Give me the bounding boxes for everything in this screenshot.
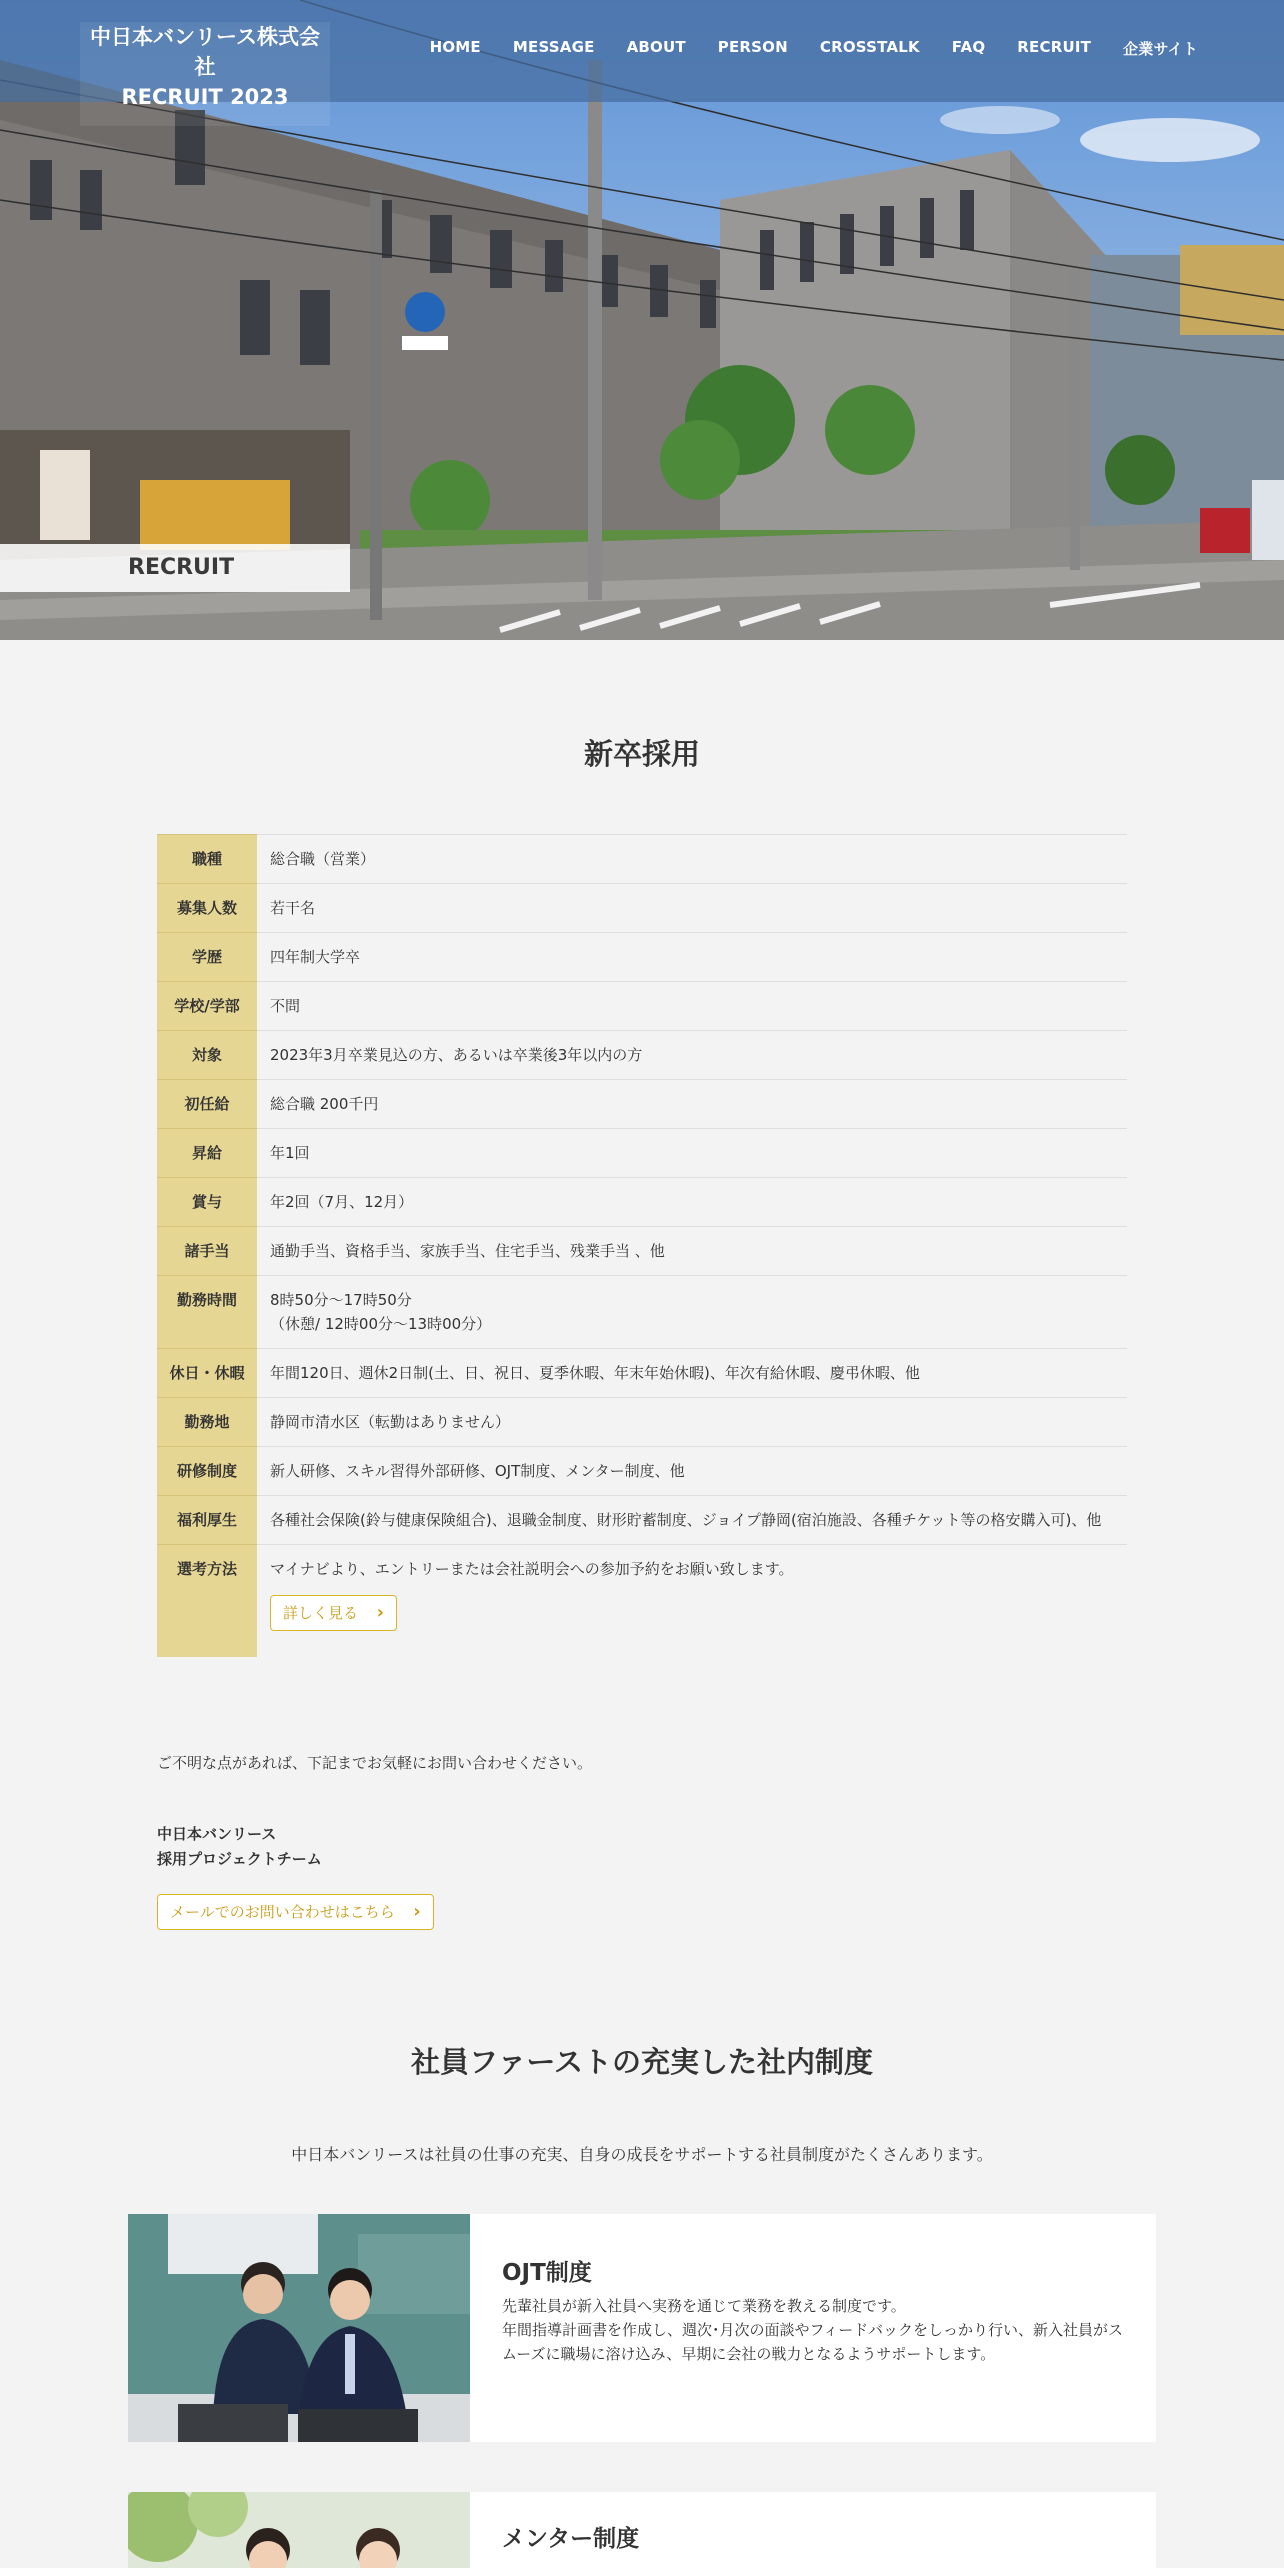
row-label: 募集人数 (157, 884, 257, 933)
row-label: 福利厚生 (157, 1496, 257, 1545)
logo-subtitle: RECRUIT 2023 (121, 85, 289, 109)
row-value: 年1回 (257, 1129, 1127, 1178)
row-value: 四年制大学卒 (257, 933, 1127, 982)
table-row (157, 1031, 1127, 1080)
systems-title: 社員ファーストの充実した社内制度 (411, 2045, 873, 2079)
row-value: 総合職 200千円 (257, 1080, 1127, 1129)
row-value: 通勤手当、資格手当、家族手当、住宅手当、残業手当 、他 (257, 1227, 1127, 1276)
contact-team: 採用プロジェクトチーム (157, 1850, 322, 1868)
ojt-card (128, 2214, 1156, 2442)
row-value (257, 1545, 1127, 1657)
chevron-right-icon: › (413, 1901, 421, 1922)
row-value: 年間120日、週休2日制(土、日、祝日、夏季休暇、年末年始休暇)、年次有給休暇、慶弔休暇、他 (257, 1349, 1127, 1398)
company-name: 中日本バンリース株式会社 (90, 25, 320, 79)
row-value: 不問 (257, 982, 1127, 1031)
row-label: 賞与 (157, 1178, 257, 1227)
table-row (157, 982, 1127, 1031)
nav-faq[interactable]: FAQ (951, 38, 986, 56)
row-value: 各種社会保険(鈴与健康保険組合)、退職金制度、財形貯蓄制度、ジョイプ静岡(宿泊施設、各種チケット等の格安購入可)、他 (257, 1496, 1127, 1545)
ojt-title: OJT制度 (502, 2260, 592, 2286)
nav-home[interactable]: HOME (429, 38, 481, 56)
mentor-card (128, 2492, 1156, 2568)
table-row (157, 1545, 1127, 1657)
row-label: 諸手当 (157, 1227, 257, 1276)
table-row (157, 1496, 1127, 1545)
table-row (157, 1129, 1127, 1178)
ojt-photo (128, 2214, 470, 2442)
details-button-label: 詳しく見る (283, 1604, 359, 1622)
mentor-title: メンター制度 (502, 2526, 640, 2552)
table-row (157, 884, 1127, 933)
row-label: 学歴 (157, 933, 257, 982)
details-button[interactable] (270, 1595, 397, 1631)
break-hours: （休憩/ 12時00分～13時00分） (270, 1315, 492, 1333)
nav-recruit[interactable]: RECRUIT (1017, 38, 1092, 56)
row-value: 2023年3月卒業見込の方、あるいは卒業後3年以内の方 (257, 1031, 1127, 1080)
systems-intro: 中日本バンリースは社員の仕事の充実、自身の成長をサポートする社員制度がたくさんあります。 (291, 2145, 993, 2164)
row-value: 年2回（7月、12月） (257, 1178, 1127, 1227)
nav-crosstalk[interactable]: CROSSTALK (819, 38, 920, 56)
row-value: 新人研修、スキル習得外部研修、OJT制度、メンター制度、他 (257, 1447, 1127, 1496)
row-value: 若干名 (257, 884, 1127, 933)
page-label (0, 544, 350, 592)
row-label: 選考方法 (157, 1545, 257, 1657)
row-label: 初任給 (157, 1080, 257, 1129)
table-row (157, 1227, 1127, 1276)
table-row (157, 1398, 1127, 1447)
inquiry-note: ご不明な点があれば、下記までお気軽にお問い合わせください。 (157, 1754, 593, 1772)
nav-message[interactable]: MESSAGE (512, 38, 595, 56)
table-row (157, 1276, 1127, 1349)
chevron-right-icon: › (376, 1602, 385, 1623)
recruit-title: 新卒採用 (583, 737, 700, 771)
mail-inquiry-label: メールでのお問い合わせはこちら (170, 1903, 395, 1921)
mail-inquiry-button[interactable] (157, 1894, 434, 1930)
ojt-text: 先輩社員が新入社員へ実務を通じて業務を教える制度です。 年間指導計画書を作成し、週次･月次の面談やフィードバックをしっかり行い、新入社員がスムーズに職場に溶け込み、早期に会社の戦力となるようサポートします。 (502, 2297, 1124, 2363)
table-row (157, 933, 1127, 982)
row-label: 研修制度 (157, 1447, 257, 1496)
site-logo[interactable] (80, 22, 330, 126)
nav-about[interactable]: ABOUT (626, 38, 686, 56)
work-hours: 8時50分～17時50分 (270, 1291, 412, 1309)
row-label: 職種 (157, 835, 257, 884)
row-value (257, 1276, 1127, 1349)
row-label: 勤務地 (157, 1398, 257, 1447)
row-label: 昇給 (157, 1129, 257, 1178)
contact-company: 中日本バンリース (157, 1825, 277, 1843)
selection-method: マイナビより、エントリーまたは会社説明会への参加予約をお願い致します。 (270, 1560, 794, 1578)
nav-corporate-site[interactable]: 企業サイト (1123, 40, 1198, 58)
recruit-table (157, 834, 1127, 1657)
table-row (157, 1178, 1127, 1227)
table-row (157, 1080, 1127, 1129)
table-row (157, 1447, 1127, 1496)
row-label: 勤務時間 (157, 1276, 257, 1349)
row-value: 静岡市清水区（転勤はありません） (257, 1398, 1127, 1447)
mentor-photo (128, 2492, 470, 2568)
page-label-text: RECRUIT (128, 555, 235, 580)
contact-block (157, 1822, 322, 1872)
row-label: 学校/学部 (157, 982, 257, 1031)
row-label: 対象 (157, 1031, 257, 1080)
main-nav (430, 38, 1198, 59)
hero-banner (0, 0, 1284, 640)
nav-person[interactable]: PERSON (717, 38, 788, 56)
table-row (157, 1349, 1127, 1398)
row-label: 休日・休暇 (157, 1349, 257, 1398)
table-row (157, 835, 1127, 884)
row-value: 総合職（営業） (257, 835, 1127, 884)
